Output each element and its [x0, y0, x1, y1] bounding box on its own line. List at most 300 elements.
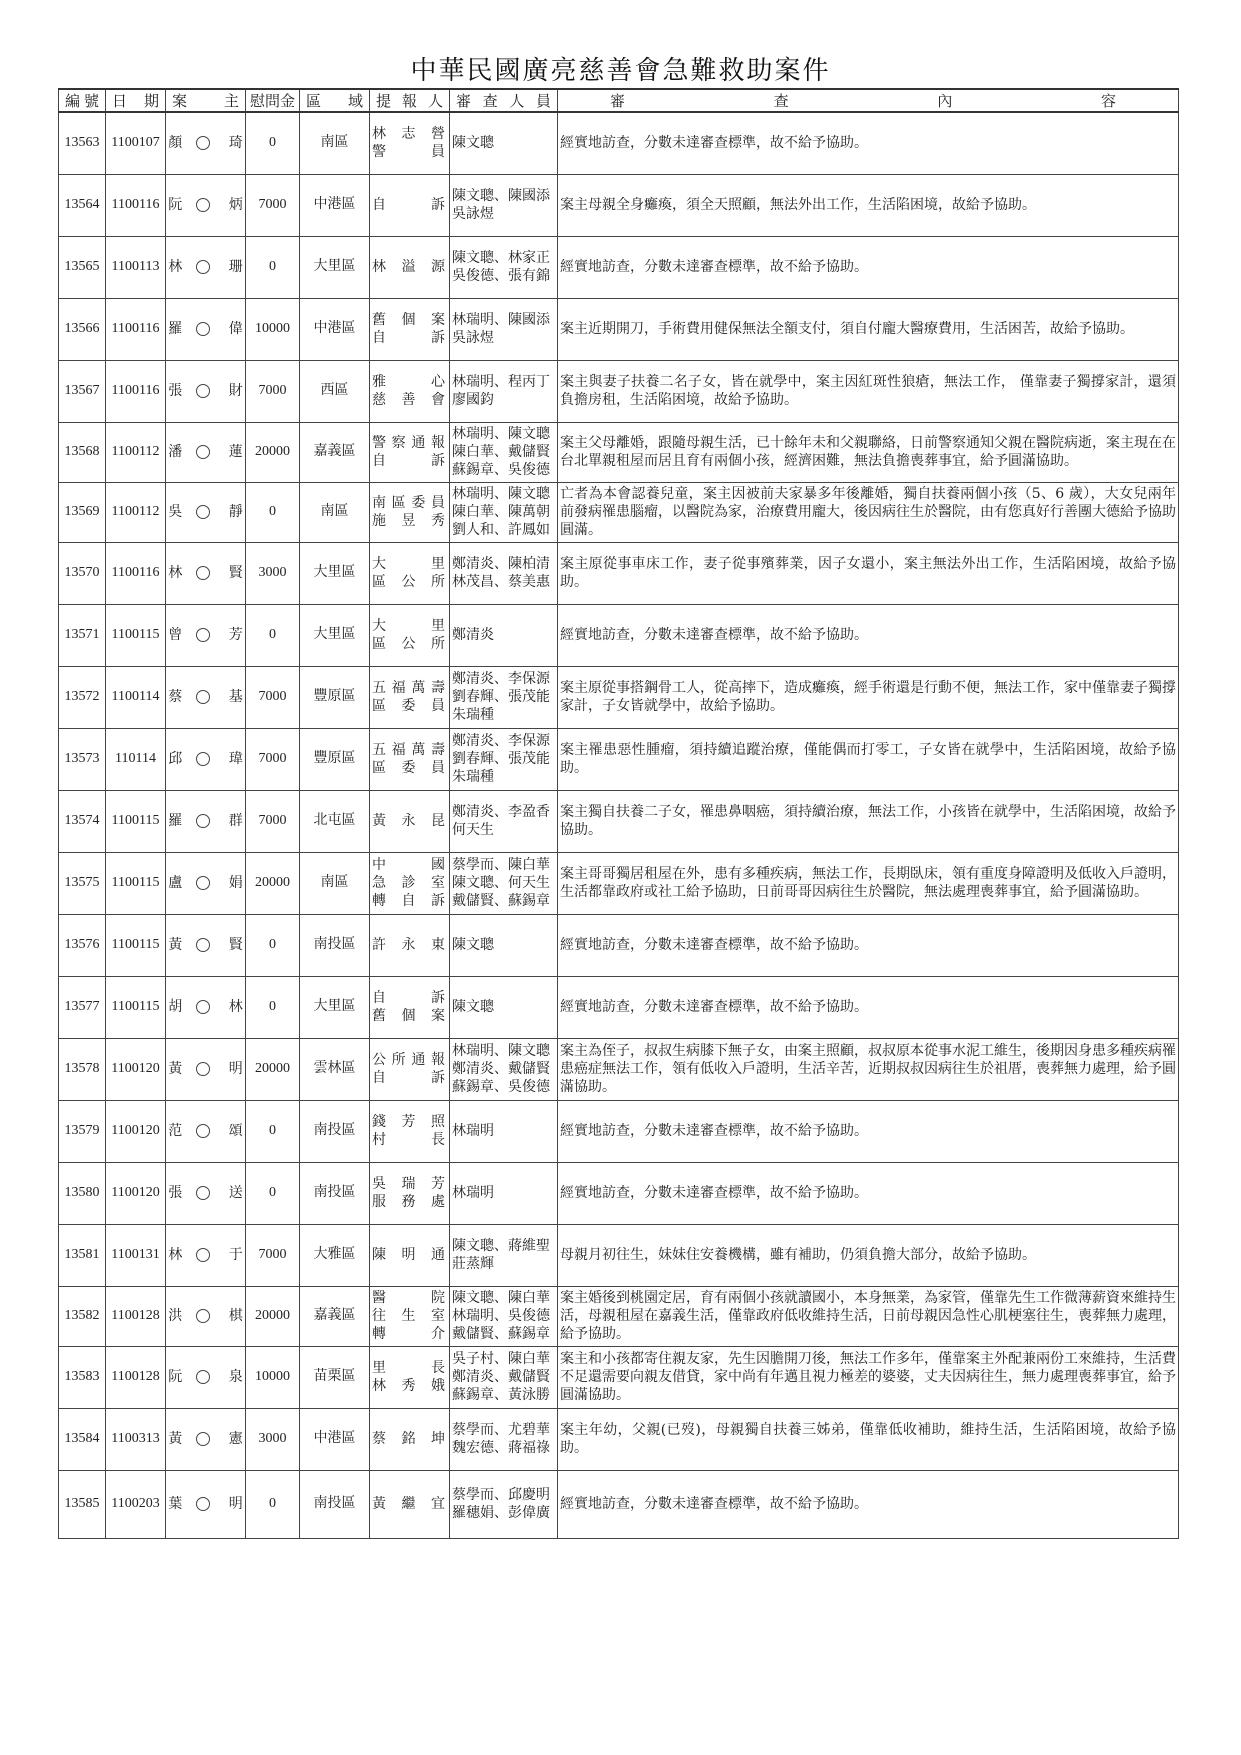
reporter-line: 自 訴: [372, 453, 447, 469]
client-name: [166, 1038, 246, 1100]
area: 豐原區: [300, 728, 370, 790]
reviewer-line: 林瑞明、陳文聰: [452, 426, 550, 442]
header-number: [59, 89, 106, 112]
area: 南投區: [300, 914, 370, 976]
client-given: 基: [228, 689, 243, 705]
reviewer-line: 羅穗娟、彭偉廣: [452, 1505, 550, 1521]
relief-amount: 20000: [246, 422, 300, 482]
reviewers: [450, 298, 558, 360]
masked-circle-icon: [196, 1309, 210, 1323]
area: 大雅區: [300, 1224, 370, 1286]
client-name: [166, 790, 246, 852]
reviewer-line: 蘇錫章、黃泳勝: [452, 1387, 550, 1403]
reporter: [370, 360, 450, 422]
case-date: 1100115: [106, 914, 166, 976]
reporter-line: 區 公 所: [372, 636, 447, 652]
reporter: [370, 1346, 450, 1408]
review-content: 亡者為本會認養兒童，案主因被前夫家暴多年後離婚，獨自扶養兩個小孩（5、6 歲），大女兒兩年前發病罹患腦瘤，以醫院為家，治療費用龐大，後因病往生於醫院，由有您真好行善團大德給予協助圓滿。: [558, 482, 1179, 542]
case-date: 1100112: [106, 422, 166, 482]
reviewers: [450, 482, 558, 542]
client-given: 芳: [228, 627, 243, 643]
reviewers: [450, 1346, 558, 1408]
reporter-line: 舊 個 案: [372, 312, 447, 328]
relief-amount: 7000: [246, 790, 300, 852]
masked-circle-icon: [196, 1062, 210, 1076]
reporter-line: 林 志 營: [372, 126, 447, 143]
relief-amount: 20000: [246, 852, 300, 914]
header-glyph: 員: [535, 92, 551, 110]
review-content: 案主為侄子，叔叔生病膝下無子女，由案主照顧，叔叔原本從事水泥工維生，後期因身患多種疾病罹患癌症無法工作，領有低收入戶證明，生活辛苦，近期叔叔因病往生於祖厝，喪葬無力處理，給予圓滿協助。: [558, 1038, 1179, 1100]
table-row: [59, 360, 1179, 422]
reviewer-line: 朱瑞種: [452, 707, 494, 723]
masked-circle-icon: [196, 445, 210, 459]
review-content: 案主婚後到桃園定居，育有兩個小孩就讀國小，本身無業，為家管，僅靠先生工作微薄薪資來維持生活，母親租屋在嘉義生活，僅靠政府低收維持生活，日前母親因急性心肌梗塞往生，喪葬無力處理，給予協助。: [558, 1286, 1179, 1346]
masked-circle-icon: [196, 384, 210, 398]
reviewer-line: 鄭清炎、李保源: [452, 671, 550, 687]
table-row: [59, 236, 1179, 298]
relief-amount: 0: [246, 914, 300, 976]
review-content: 案主年幼，父親(已歿)，母親獨自扶養三姊弟，僅靠低收補助，維持生活，生活陷困境，故給予協助。: [558, 1408, 1179, 1470]
table-row: [59, 852, 1179, 914]
masked-circle-icon: [196, 1432, 210, 1446]
area: 西區: [300, 360, 370, 422]
reviewer-line: 戴儲賢、蘇錫章: [452, 1326, 550, 1342]
client-surname: 羅: [168, 813, 197, 829]
reporter-line: 慈 善 會: [372, 392, 447, 408]
client-given: 蓮: [228, 444, 243, 460]
client-given: 瑋: [228, 751, 243, 767]
reporter-line: 五福萬壽: [372, 680, 447, 696]
reviewer-line: 蔡學而、邱慶明: [452, 1487, 550, 1503]
table-row: [59, 1038, 1179, 1100]
relief-amount: 10000: [246, 298, 300, 360]
reporter: [370, 790, 450, 852]
header-reviewers: [450, 89, 558, 112]
case-date: 1100120: [106, 1162, 166, 1224]
reviewer-line: 林茂昌、蔡美惠: [452, 574, 550, 590]
header-area: [300, 89, 370, 112]
client-given: 棋: [228, 1308, 243, 1324]
header-glyph: 審: [456, 92, 472, 110]
reviewer-line: 蔡學而、尤碧華: [452, 1422, 550, 1438]
client-surname: 顏: [168, 135, 197, 152]
client-surname: 張: [168, 383, 197, 399]
case-date: 1100131: [106, 1224, 166, 1286]
case-date: 1100120: [106, 1038, 166, 1100]
area: 苗栗區: [300, 1346, 370, 1408]
reviewer-line: 陳文聰、何天生: [452, 875, 550, 891]
client-surname: 蔡: [168, 689, 197, 705]
client-given: 林: [228, 999, 243, 1015]
reporter: [370, 914, 450, 976]
masked-circle-icon: [196, 198, 210, 212]
area: 大里區: [300, 236, 370, 298]
reporter-line: 轉 自 訴: [372, 893, 447, 909]
reporter: [370, 666, 450, 728]
case-date: 1100120: [106, 1100, 166, 1162]
case-date: 1100115: [106, 976, 166, 1038]
table-row: [59, 482, 1179, 542]
header-glyph: 域: [347, 92, 363, 110]
client-given: 群: [228, 813, 243, 829]
reviewers: [450, 1100, 558, 1162]
reviewer-line: 陳白華、戴儲賢: [452, 444, 550, 460]
review-content: 案主與妻子扶養二名子女，皆在就學中，案主因紅斑性狼瘡，無法工作， 僅靠妻子獨撐家計，還須負擔房租，生活陷困境，故給予協助。: [558, 360, 1179, 422]
reviewer-line: 林瑞明: [452, 1185, 494, 1201]
reporter-line: 大 里: [372, 556, 447, 572]
reporter: [370, 112, 450, 174]
reporter-line: 雅 心: [372, 374, 447, 390]
reviewer-line: 陳文聰、蔣維聖: [452, 1238, 550, 1254]
case-number: 13568: [59, 422, 106, 482]
review-content: 經實地訪查，分數未達審查標準，故不給予協助。: [558, 112, 1179, 174]
table-row: [59, 728, 1179, 790]
relief-amount: 0: [246, 1162, 300, 1224]
client-name: [166, 174, 246, 236]
reporter-line: 里 長: [372, 1360, 447, 1376]
client-surname: 葉: [168, 1496, 197, 1512]
case-number: 13584: [59, 1408, 106, 1470]
relief-amount: 10000: [246, 1346, 300, 1408]
reviewer-line: 蘇錫章、吳俊德: [452, 462, 550, 478]
reviewer-line: 廖國鈞: [452, 392, 494, 408]
client-surname: 阮: [168, 1369, 197, 1385]
reviewers: [450, 1038, 558, 1100]
case-number: 13583: [59, 1346, 106, 1408]
header-glyph: 審: [610, 92, 626, 110]
masked-circle-icon: [196, 938, 210, 952]
client-given: 賢: [228, 937, 243, 953]
header-glyph: 提: [376, 92, 392, 110]
table-row: [59, 174, 1179, 236]
client-name: [166, 976, 246, 1038]
review-content: 案主和小孩都寄住親友家，先生因膽開刀後，無法工作多年，僅靠案主外配兼兩份工來維持，生活費不足還需要向親友借貸，家中尚有年邁且視力極差的婆婆，丈夫因病往生，無力處理喪葬事宜，給予圓滿協助。: [558, 1346, 1179, 1408]
table-header-row: [59, 89, 1179, 112]
header-glyph: 日: [112, 92, 128, 110]
case-number: 13573: [59, 728, 106, 790]
reviewer-line: 鄭清炎: [452, 627, 494, 643]
reporter-line: 黃 永 昆: [372, 813, 447, 829]
reviewer-line: 陳文聰: [452, 999, 494, 1015]
review-content: 經實地訪查，分數未達審查標準，故不給予協助。: [558, 236, 1179, 298]
table-row: [59, 790, 1179, 852]
reporter-line: 蔡 銘 坤: [372, 1431, 447, 1447]
masked-circle-icon: [196, 814, 210, 828]
reporter-line: 警察通報: [372, 435, 447, 451]
table-body: [59, 112, 1179, 1538]
client-given: 頌: [228, 1123, 243, 1139]
reviewer-line: 林瑞明、陳文聰: [452, 1043, 550, 1059]
case-number: 13563: [59, 112, 106, 174]
reporter-line: 許 永 東: [372, 937, 447, 953]
reviewer-line: 劉春輝、張茂能: [452, 751, 550, 767]
relief-amount: 7000: [246, 360, 300, 422]
header-glyph: 期: [143, 92, 159, 110]
reporter: [370, 174, 450, 236]
client-name: [166, 1470, 246, 1538]
client-name: [166, 1224, 246, 1286]
client-given: 偉: [228, 321, 243, 337]
reviewer-line: 鄭清炎、李保源: [452, 733, 550, 749]
client-surname: 阮: [168, 197, 197, 213]
reporter: [370, 1408, 450, 1470]
reviewer-line: 陳文聰: [452, 937, 494, 953]
reporter: [370, 1286, 450, 1346]
case-number: 13585: [59, 1470, 106, 1538]
client-given: 琦: [228, 135, 243, 152]
reporter-line: 自 訴: [372, 1070, 447, 1086]
review-content: 案主母親全身癱瘓，須全天照顧，無法外出工作，生活陷困境，故給予協助。: [558, 174, 1179, 236]
client-surname: 羅: [168, 321, 197, 337]
reporter-line: 服 務 處: [372, 1194, 447, 1210]
relief-amount: 0: [246, 482, 300, 542]
case-number: 13569: [59, 482, 106, 542]
masked-circle-icon: [196, 628, 210, 642]
area: 南區: [300, 852, 370, 914]
area: 南投區: [300, 1100, 370, 1162]
client-surname: 曾: [168, 627, 197, 643]
masked-circle-icon: [196, 752, 210, 766]
client-name: [166, 422, 246, 482]
area: 北屯區: [300, 790, 370, 852]
relief-amount: 0: [246, 976, 300, 1038]
reporter-line: 醫 院: [372, 1290, 447, 1306]
client-given: 于: [228, 1247, 243, 1263]
relief-amount: 0: [246, 1470, 300, 1538]
client-given: 娟: [228, 875, 243, 891]
client-surname: 洪: [168, 1308, 197, 1324]
case-number: 13580: [59, 1162, 106, 1224]
case-number: 13564: [59, 174, 106, 236]
reviewer-line: 莊蒸輝: [452, 1256, 494, 1272]
header-glyph: 主: [223, 92, 239, 110]
reviewers: [450, 976, 558, 1038]
reviewer-line: 魏宏德、蔣福祿: [452, 1440, 550, 1456]
relief-amount: 3000: [246, 1408, 300, 1470]
client-name: [166, 604, 246, 666]
case-number: 13570: [59, 542, 106, 604]
reviewer-line: 陳文聰、陳國添: [452, 188, 550, 204]
reporter-line: 林 溢 源: [372, 259, 447, 275]
review-content: 經實地訪查，分數未達審查標準，故不給予協助。: [558, 1162, 1179, 1224]
review-content: 經實地訪查，分數未達審查標準，故不給予協助。: [558, 604, 1179, 666]
reporter-line: 轉 介: [372, 1326, 447, 1342]
reporter-line: 大 里: [372, 618, 447, 634]
masked-circle-icon: [196, 1248, 210, 1262]
client-given: 賢: [228, 565, 243, 581]
client-name: [166, 1286, 246, 1346]
reporter-line: 南區委員: [372, 495, 447, 511]
table-row: [59, 298, 1179, 360]
relief-amount: 7000: [246, 1224, 300, 1286]
case-number: 13576: [59, 914, 106, 976]
client-name: [166, 482, 246, 542]
reviewer-line: 鄭清炎、李盈香: [452, 804, 550, 820]
client-name: [166, 852, 246, 914]
relief-amount: 7000: [246, 174, 300, 236]
area: 南投區: [300, 1470, 370, 1538]
reporter: [370, 542, 450, 604]
client-surname: 范: [168, 1123, 197, 1139]
reporter-line: 林 秀 娥: [372, 1378, 447, 1394]
case-date: 1100128: [106, 1286, 166, 1346]
reviewers: [450, 174, 558, 236]
header-glyph: 編: [65, 92, 81, 110]
reviewers: [450, 112, 558, 174]
reporter: [370, 298, 450, 360]
header-glyph: 查: [773, 92, 789, 110]
area: 大里區: [300, 976, 370, 1038]
reporter-line: 陳 明 通: [372, 1247, 447, 1263]
client-given: 明: [228, 1496, 243, 1512]
reporter-line: 錢 芳 照: [372, 1114, 447, 1130]
case-date: 1100107: [106, 112, 166, 174]
case-date: 1100203: [106, 1470, 166, 1538]
header-glyph: 查: [482, 92, 498, 110]
relief-amount: 7000: [246, 728, 300, 790]
reviewer-line: 蔡學而、陳白華: [452, 857, 550, 873]
review-content: 經實地訪查，分數未達審查標準，故不給予協助。: [558, 1100, 1179, 1162]
client-surname: 林: [168, 1247, 197, 1263]
reporter: [370, 1224, 450, 1286]
review-content: 案主父母離婚，跟隨母親生活，已十餘年未和父親聯絡，日前警察通知父親在醫院病逝，案主現在在台北單親租屋而居且育有兩個小孩，經濟困難，無法負擔喪葬事宜，給予圓滿協助。: [558, 422, 1179, 482]
client-surname: 林: [168, 565, 197, 581]
review-content: 案主原從事搭鋼骨工人，從高摔下，造成癱瘓，經手術還是行動不便，無法工作，家中僅靠妻子獨撐家計，子女皆就學中，故給予協助。: [558, 666, 1179, 728]
area: 大里區: [300, 542, 370, 604]
client-name: [166, 1100, 246, 1162]
case-number: 13567: [59, 360, 106, 422]
document-title: 中華民國廣亮慈善會急難救助案件: [410, 56, 831, 86]
client-given: 珊: [228, 259, 243, 275]
case-date: 1100116: [106, 298, 166, 360]
header-glyph: 報: [401, 92, 417, 110]
relief-amount: 0: [246, 112, 300, 174]
reporter-line: 往 生 室: [372, 1308, 447, 1324]
reviewer-line: 陳文聰、林家正: [452, 250, 550, 266]
review-content: 案主哥哥獨居租屋在外，患有多種疾病，無法工作，長期臥床，領有重度身障證明及低收入戶證明，生活都靠政府或社工給予協助，日前哥哥因病往生於醫院，無法處理喪葬事宜，給予圓滿協助。: [558, 852, 1179, 914]
case-number: 13571: [59, 604, 106, 666]
reviewer-line: 鄭清炎、陳柏清: [452, 556, 550, 572]
reviewers: [450, 1408, 558, 1470]
masked-circle-icon: [196, 1186, 210, 1200]
header-client: [166, 89, 246, 112]
area: 南投區: [300, 1162, 370, 1224]
client-name: [166, 112, 246, 174]
masked-circle-icon: [196, 1497, 210, 1511]
reviewers: [450, 790, 558, 852]
client-given: 憲: [228, 1431, 243, 1447]
client-surname: 盧: [168, 875, 197, 891]
case-number: 13582: [59, 1286, 106, 1346]
client-surname: 黃: [168, 1431, 197, 1447]
case-date: 1100113: [106, 236, 166, 298]
relief-cases-table: [58, 88, 1179, 1539]
case-date: 1100114: [106, 666, 166, 728]
case-number: 13566: [59, 298, 106, 360]
reporter: [370, 1162, 450, 1224]
case-date: 1100115: [106, 604, 166, 666]
client-given: 送: [228, 1185, 243, 1201]
reviewer-line: 林瑞明、程丙丁: [452, 374, 550, 390]
masked-circle-icon: [196, 1000, 210, 1014]
area: 中港區: [300, 1408, 370, 1470]
header-glyph: 人: [509, 92, 525, 110]
reporter: [370, 976, 450, 1038]
case-date: 1100116: [106, 174, 166, 236]
area: 南區: [300, 112, 370, 174]
reviewer-line: 林瑞明、吳俊德: [452, 1308, 550, 1324]
reviewers: [450, 236, 558, 298]
case-date: 1100116: [106, 360, 166, 422]
relief-amount: 0: [246, 604, 300, 666]
reporter-line: 區 委 員: [372, 760, 447, 776]
case-date: 1100128: [106, 1346, 166, 1408]
reviewer-line: 戴儲賢、蘇錫章: [452, 893, 550, 909]
reporter-line: 五福萬壽: [372, 742, 447, 758]
reporter: [370, 236, 450, 298]
reviewers: [450, 1224, 558, 1286]
reviewers: [450, 422, 558, 482]
masked-circle-icon: [196, 690, 210, 704]
client-surname: 邱: [168, 751, 197, 767]
reviewer-line: 林瑞明、陳國添: [452, 312, 550, 328]
reporter-line: 區 公 所: [372, 574, 447, 590]
case-number: 13572: [59, 666, 106, 728]
reporter-line: 自 訴: [372, 330, 447, 346]
relief-amount: 20000: [246, 1286, 300, 1346]
header-glyph: 容: [1100, 92, 1116, 110]
header-reporter: [370, 89, 450, 112]
client-name: [166, 728, 246, 790]
masked-circle-icon: [196, 322, 210, 336]
header-glyph: 案: [172, 92, 188, 110]
client-name: [166, 914, 246, 976]
client-surname: 張: [168, 1185, 197, 1201]
reporter-line: 舊 個 案: [372, 1008, 447, 1024]
client-name: [166, 298, 246, 360]
table-row: [59, 914, 1179, 976]
area: 嘉義區: [300, 1286, 370, 1346]
reporter-line: 中 國: [372, 857, 447, 873]
reporter-line: 施 昱 秀: [372, 513, 447, 529]
client-surname: 胡: [168, 999, 197, 1015]
masked-circle-icon: [196, 505, 210, 519]
table-row: [59, 1224, 1179, 1286]
case-date: 1100112: [106, 482, 166, 542]
client-name: [166, 360, 246, 422]
client-surname: 黃: [168, 1061, 197, 1077]
masked-circle-icon: [196, 136, 210, 150]
relief-amount: 7000: [246, 666, 300, 728]
table-row: [59, 1286, 1179, 1346]
reviewers: [450, 1286, 558, 1346]
reporter-line: 村 長: [372, 1132, 447, 1148]
table-row: [59, 604, 1179, 666]
client-surname: 吳: [168, 504, 197, 520]
area: 雲林區: [300, 1038, 370, 1100]
client-given: 明: [228, 1061, 243, 1077]
masked-circle-icon: [196, 876, 210, 890]
relief-amount: 3000: [246, 542, 300, 604]
table-row: [59, 1346, 1179, 1408]
relief-amount: 0: [246, 1100, 300, 1162]
table-row: [59, 542, 1179, 604]
case-number: 13565: [59, 236, 106, 298]
masked-circle-icon: [196, 566, 210, 580]
header-glyph: 人: [427, 92, 443, 110]
case-date: 1100313: [106, 1408, 166, 1470]
header-date: [106, 89, 166, 112]
